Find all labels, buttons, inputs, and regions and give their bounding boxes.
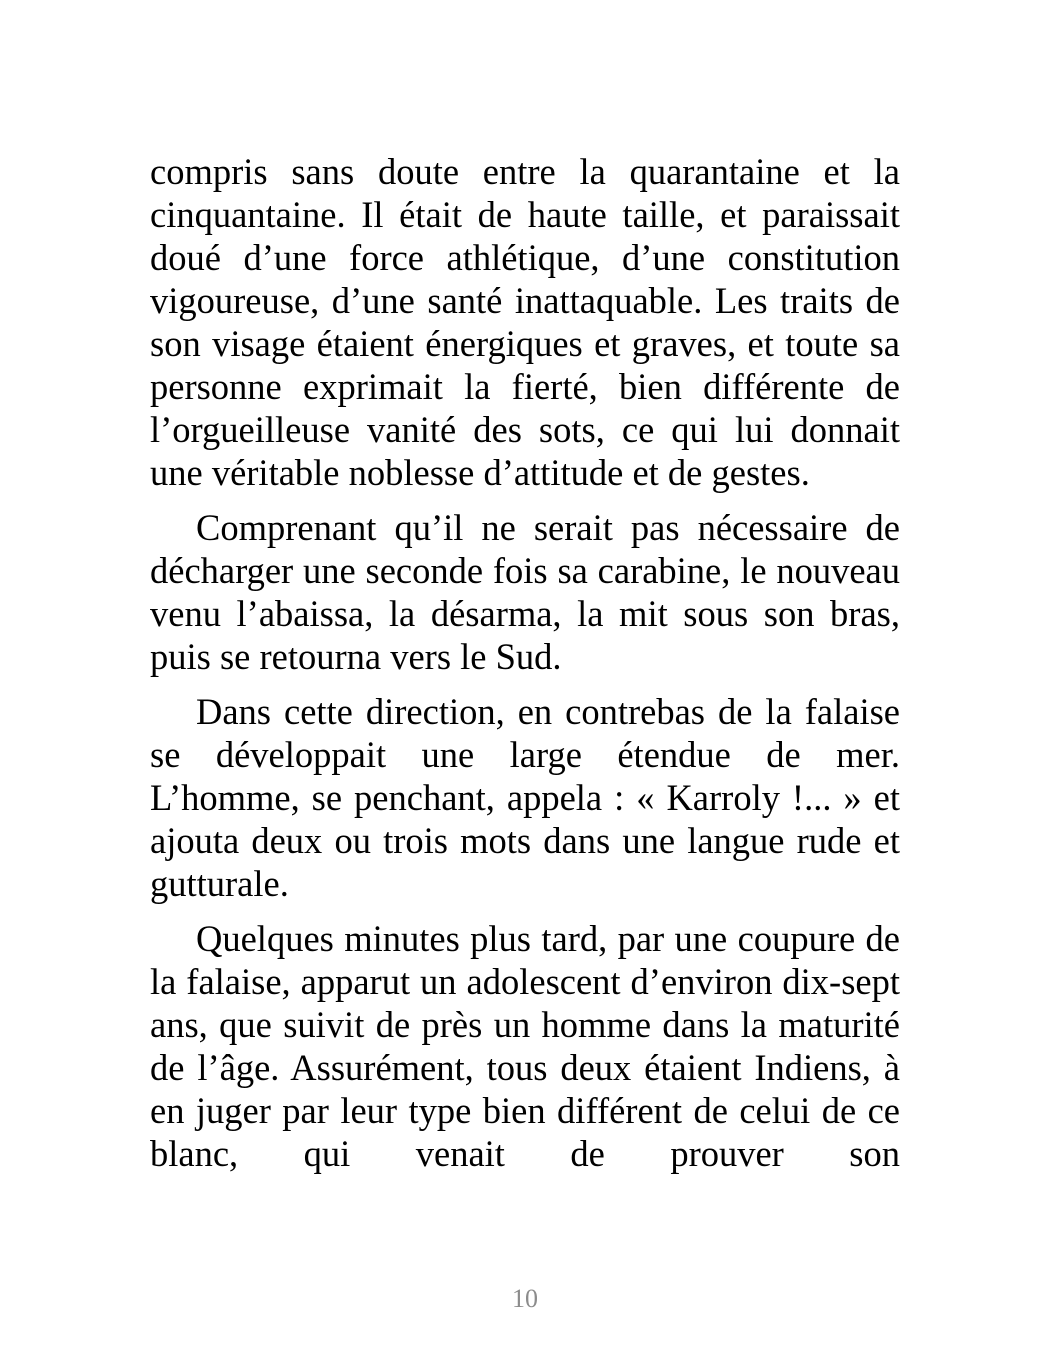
paragraph-1: compris sans doute entre la quarantaine et la cinquantaine. Il était de haute taille, et paraissait doué d’une force athlétique, d’une constitution vigoureuse, d’une santé inattaquable. Les traits de son visage étaient énergiques et graves, et toute sa personne exprimait la fierté, bien différente de l’orgueilleuse vanité des sots, ce qui lui donnait une véritable noblesse d’attitude et de gestes. <box>150 151 900 493</box>
page-body <box>150 150 900 1175</box>
paragraph-2: Comprenant qu’il ne serait pas nécessaire de décharger une seconde fois sa carabine, le nouveau venu l’abaissa, la désarma, la mit sous son bras, puis se retourna vers le Sud. <box>150 507 900 677</box>
paragraph-4: Quelques minutes plus tard, par une coupure de la falaise, apparut un adolescent d’environ dix-sept ans, que suivit de près un homme dans la maturité de l’âge. Assurément, tous deux étaient Indiens, à en juger par leur type bien différent de celui de ce blanc, qui venait de prouver son <box>150 918 900 1174</box>
page-number: 10 <box>512 1284 538 1313</box>
paragraph-3: Dans cette direction, en contrebas de la falaise se développait une large étendue de mer. L’homme, se penchant, appela : « Karroly !... » et ajouta deux ou trois mots dans une langue rude et gutturale. <box>150 691 900 904</box>
